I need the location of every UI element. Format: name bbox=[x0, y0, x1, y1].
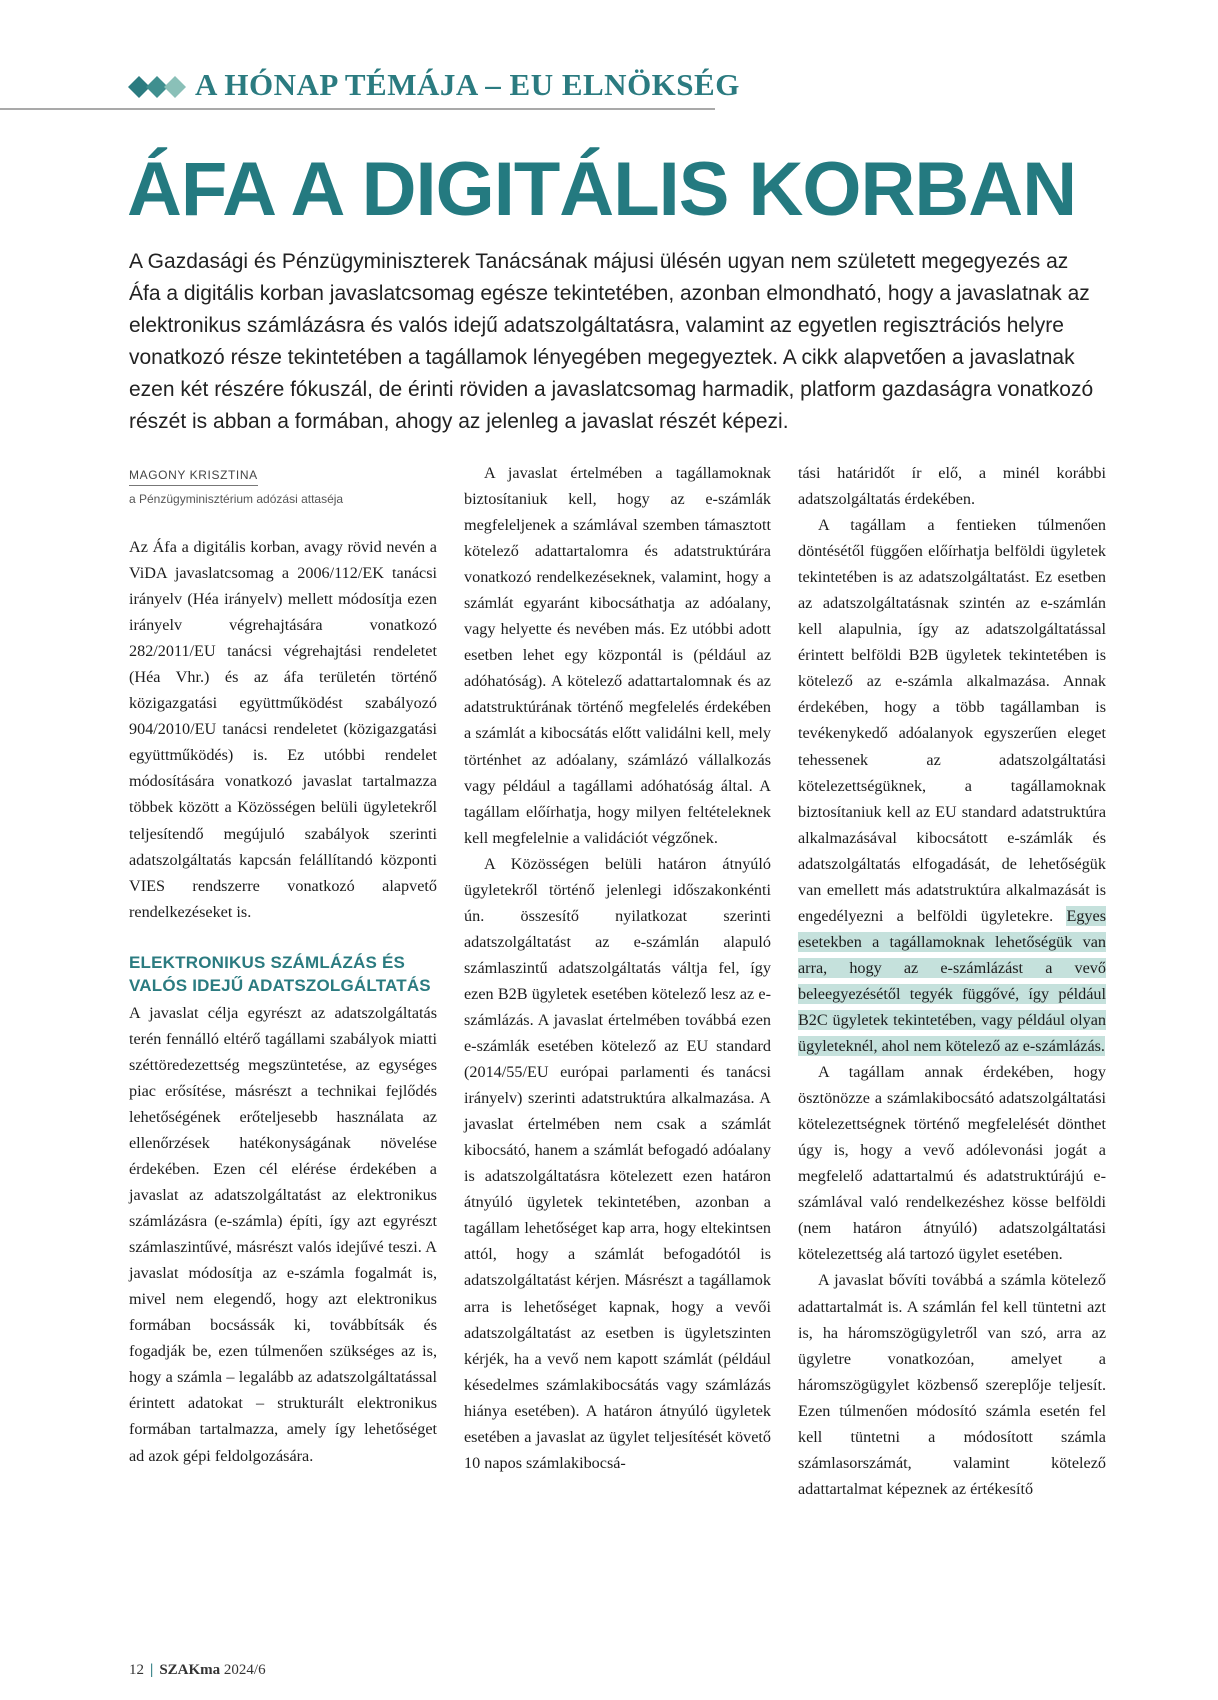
page-footer bbox=[129, 1662, 266, 1679]
author-block bbox=[129, 466, 449, 506]
author-name: MAGONY KRISZTINA bbox=[129, 468, 258, 486]
paragraph bbox=[798, 512, 1106, 1059]
article-title: ÁFA A DIGITÁLIS KORBAN bbox=[127, 147, 1077, 232]
subheading: ELEKTRONIKUS SZÁMLÁZÁS ÉS VALÓS IDEJŰ ADATSZOLGÁLTATÁS bbox=[129, 952, 431, 995]
paragraph: tási határidőt ír elő, a minél korábbi adatszolgáltatás érdekében. bbox=[798, 464, 1106, 509]
column-2 bbox=[464, 460, 771, 1476]
magazine-name: SZAKma bbox=[159, 1662, 221, 1678]
paragraph: A javaslat célja egyrészt az adatszolgáltatás terén fennálló eltérő tagállami szabályok miatti széttöredezettség megszüntetése, az egységes piac erősítése, másrészt a technikai fejlődés lehetőségének erőteljesebb használata az ellenőrzések hatékonyságának növelése érdekében. Ezen cél elérése érdekében a javaslat az adatszolgáltatást az elektronikus számlázásra (e-számla) építi, így azt egyrészt számlaszintűvé, másrészt valós idejűvé teszi. A javaslat módosítja az e-számla fogalmát is, mivel nem elegendő, hogy azt elektronikus formában bocsássák ki, továbbítsák és fogadják be, ezen túlmenően szükséges az is, hogy a számla – legalább az adatszolgáltatással érintett adatokat – strukturált elektronikus formában tartalmazza, amely így lehetőséget ad azok gépi feldolgozására. bbox=[129, 1003, 437, 1465]
column-3 bbox=[798, 460, 1106, 1502]
highlighted-text: Egyes esetekben a tagállamoknak lehetőségük van arra, hogy az e-számlázást a vevő beleegyezésétől tegyék függővé, így például B2C ügyletek tekintetében, vagy például olyan ügyleteknél, ahol nem kötelező az e-számlázás. bbox=[798, 906, 1106, 1056]
paragraph-text: A tagállam a fentieken túlmenően döntésétől függően előírhatja belföldi ügyletek tekintetében is az adatszolgáltatást. Ez esetben az adatszolgáltatásnak szintén az e-számlán kell alapulnia, így az adatszolgáltatással érintett belföldi B2B ügyletek tekintetében is kötelező az e-számla alkalmazása. Annak érdekében, hogy a több tagállamban is tevékenykedő adóalanyok egyszerűen eleget tehessenek az adatszolgáltatási kötelezettségüknek, a tagállamoknak biztosítaniuk kell az EU standard adatstruktúra alkalmazásával kibocsátott e-számlák és adatszolgáltatás elfogadását, de lehetőségük van emellett más adatstruktúra alkalmazását is engedélyezni a belföldi ügyletekre. bbox=[798, 516, 1106, 925]
paragraph: A javaslat bővíti továbbá a számla kötelező adattartalmát is. A számlán fel kell tüntetni azt is, ha háromszögügyletről van szó, arra az ügyletre vonatkozóan, amelyet a háromszögügylet közbenső szereplője teljesít. Ezen túlmenően módosító számla esetén fel kell tüntetni a módosított számla számlasorszámát, valamint kötelező adattartalmat képeznek az értékesítő bbox=[798, 1271, 1106, 1498]
paragraph: A javaslat értelmében a tagállamoknak biztosítaniuk kell, hogy az e-számlák megfeleljenek a számlával szemben támasztott kötelező adattartalomra és adatstruktúrára vonatkozó rendelkezéseknek, valamint, hogy a számlát egyaránt kibocsáthatja az adóalany, vagy helyette és nevében más. Ez utóbbi adott esetben lehet egy központál is (például az adóhatóság). A kötelező adattartalomnak és az adatstruktúrának történő megfelelés érdekében a számlát a kibocsátás előtt validálni kell, mely történhet az adóalany, számlázó vállalkozás vagy például a tagállami adóhatóság által. A tagállam előírhatja, hogy milyen feltételeknek kell megfelelnie a validációt végzőnek. bbox=[464, 464, 771, 847]
paragraph: A tagállam annak érdekében, hogy ösztönözze a számlakibocsátó adatszolgáltatási kötelezettségnek történő megfelelését dönthet úgy is, hogy a vevő adólevonási jogát a megfelelő adattartalmú és adatstruktúrájú e-számlával való rendelkezéshez kösse belföldi (nem határon átnyúló) adatszolgáltatási kötelezettség alá tartozó ügylet esetében. bbox=[798, 1063, 1106, 1264]
diamond-ornament-icon bbox=[128, 76, 186, 98]
page-number: 12 bbox=[129, 1662, 144, 1678]
paragraph: Az Áfa a digitális korban, avagy rövid nevén a ViDA javaslatcsomag a 2006/112/EK tanácsi irányelv (Héa irányelv) mellett módosítja ezen irányelv végrehajtására vonatkozó 282/2011/EU tanácsi végrehajtási rendeletet (Héa Vhr.) és az áfa területén történő közigazgatási együttműködést szabályozó 904/2010/EU tanácsi rendeletet (közigazgatási együttműködés) is. Ez utóbbi rendelet módosítására vonatkozó javaslat tartalmazza többek között a Közösségen belüli ügyletekről teljesítendő megújuló szabályok szerinti adatszolgáltatás kapcsán felállítandó központi VIES rendszerre vonatkozó alapvető rendelkezéseket is. bbox=[129, 538, 437, 921]
issue-number: 2024/6 bbox=[223, 1662, 266, 1678]
article-lead: A Gazdasági és Pénzügyminiszterek Tanácsának májusi ülésén ugyan nem született megegyezés az Áfa a digitális korban javaslatcsomag egésze tekintetében, azonban elmondható, hogy a javaslatnak az elektronikus számlázásra és valós idejű adatszolgáltatásra, valamint az egyetlen regisztrációs helyre vonatkozó része tekintetében a tagállamok lényegében megegyeztek. A cikk alapvetően a javaslatnak ezen két részére fókuszál, de érinti röviden a javaslatcsomag harmadik, platform gazdaságra vonatkozó részét is abban a formában, ahogy az jelenleg a javaslat részét képezi. bbox=[129, 250, 1094, 433]
section-title: A HÓNAP TÉMÁJA – EU ELNÖKSÉG bbox=[195, 67, 740, 102]
paragraph: A Közösségen belüli határon átnyúló ügyletekről történő jelenlegi időszakonkénti ún. összesítő nyilatkozat szerinti adatszolgáltatást az e-számlán alapuló számlaszintű adatszolgáltatás váltja fel, így ezen B2B ügyletek esetében kötelező lesz az e-számlázás. A javaslat értelmében továbbá ezen e-számlák esetében kötelező az EU standard (2014/55/EU európai parlamenti és tanácsi irányelv) szerinti adatstruktúra alkalmazása. A javaslat értelmében nem csak a számlát kibocsátó, hanem a számlát befogadó adóalany is adatszolgáltatásra kötelezett ezen határon átnyúló ügyletek tekintetében, azonban a tagállam lehetőséget kap arra, hogy eltekintsen attól, hogy a számlát befogadótól is adatszolgáltatást kérjen. Másrészt a tagállamok arra is lehetőséget kapnak, hogy a vevői adatszolgáltatást az esetben is ügyletszinten kérjék, ha a vevő nem kapott számlát (például késedelmes számlakibocsátás vagy számlázás hiánya esetében). A határon átnyúló ügyletek esetében a javaslat az ügylet teljesítését követő 10 napos számlakibocsá- bbox=[464, 854, 771, 1472]
author-role: a Pénzügyminisztérium adózási attaséja bbox=[129, 492, 344, 506]
section-header bbox=[0, 62, 740, 110]
column-1 bbox=[129, 534, 437, 1469]
footer-separator: | bbox=[150, 1662, 154, 1678]
